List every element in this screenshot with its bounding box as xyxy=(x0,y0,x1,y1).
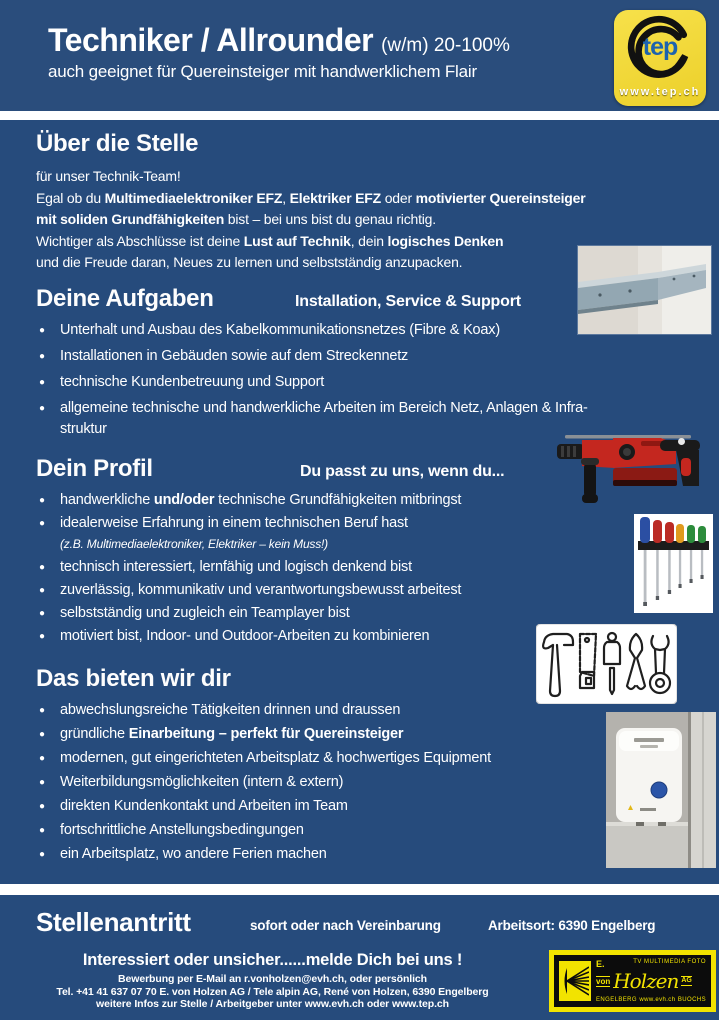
bullet-dot-icon: ● xyxy=(39,562,45,573)
logo-city-right: BUOCHS xyxy=(677,997,706,1003)
tools-clipart xyxy=(536,624,677,704)
contact-cta: Interessiert oder unsicher......melde Dich bei uns ! xyxy=(82,951,463,969)
von-holzen-logo xyxy=(549,950,716,1012)
bullet-text: technisch interessiert, lernfähig und logisch denkend bist xyxy=(60,559,412,575)
bullet-text: abwechslungsreiche Tätigkeiten drinnen und draussen xyxy=(60,702,401,718)
tasks-heading: Deine Aufgaben xyxy=(36,285,214,312)
bullet-dot-icon: ● xyxy=(39,585,45,596)
cable-duct-photo xyxy=(578,246,711,334)
tep-logo-url: www.tep.ch xyxy=(619,86,701,98)
bullet-item xyxy=(36,724,700,745)
bullet-text: fortschrittliche Anstellungsbedingungen xyxy=(60,822,304,838)
bullet-item xyxy=(36,346,700,367)
contact-details xyxy=(0,973,545,1011)
logo-url: www.evh.ch xyxy=(639,997,676,1003)
bullet-item xyxy=(36,820,700,841)
text-line: mit soliden Grundfähigkeiten bist – bei uns bist du genau richtig. xyxy=(36,211,436,227)
divider-top xyxy=(0,111,719,120)
bullet-text: idealerweise Erfahrung in einem technischen Beruf hast (z.B. Multimediaelektroniker, Elektriker – kein Muss!) xyxy=(60,515,408,551)
tep-logo xyxy=(614,10,706,106)
bullet-item xyxy=(36,844,700,865)
bullet-text: Installationen in Gebäuden sowie auf dem Streckennetz xyxy=(60,348,409,364)
bullet-dot-icon: ● xyxy=(39,753,45,764)
text-line: Bewerbung per E-Mail an r.vonholzen@evh.ch, oder persönlich xyxy=(118,973,427,985)
bullet-text: gründliche Einarbeitung – perfekt für Quereinsteiger xyxy=(60,726,404,742)
divider-bottom xyxy=(0,884,719,895)
bullet-dot-icon: ● xyxy=(39,403,45,414)
bullet-item xyxy=(36,796,700,817)
bullet-dot-icon: ● xyxy=(39,849,45,860)
bullet-text: Weiterbildungsmöglichkeiten (intern & extern) xyxy=(60,774,344,790)
bullet-dot-icon: ● xyxy=(39,377,45,388)
footer-heading: Stellenantritt xyxy=(36,907,191,937)
text-line: für unser Technik-Team! xyxy=(36,168,181,184)
footer xyxy=(0,895,719,1020)
text-line: Egal ob du Multimediaelektroniker EFZ, Elektriker EFZ oder motivierter Quereinsteiger xyxy=(36,189,586,206)
bullet-dot-icon: ● xyxy=(39,825,45,836)
tasks-subheading: Installation, Service & Support xyxy=(295,293,521,310)
bullet-dot-icon: ● xyxy=(39,351,45,362)
bullet-item xyxy=(36,748,700,769)
bullet-item xyxy=(36,513,700,555)
bullet-item xyxy=(36,772,700,793)
bullet-dot-icon: ● xyxy=(39,495,45,506)
bullet-dot-icon: ● xyxy=(39,777,45,788)
bullet-item xyxy=(36,557,700,578)
profile-heading: Dein Profil xyxy=(36,455,153,482)
sunburst-icon xyxy=(559,961,591,1001)
logo-tagline: TV MULTIMEDIA FOTO xyxy=(633,959,706,965)
bullet-text: motiviert bist, Indoor- und Outdoor-Arbeiten zu kombinieren xyxy=(60,628,430,644)
bullet-text: technische Kundenbetreuung und Support xyxy=(60,374,325,390)
start-date: sofort oder nach Vereinbarung xyxy=(250,918,441,933)
bullet-item xyxy=(36,580,700,601)
bullet-dot-icon: ● xyxy=(39,801,45,812)
bullet-item xyxy=(36,372,700,393)
text-line: weitere Infos zur Stelle / Arbeitgeber unter www.evh.ch oder www.tep.ch xyxy=(96,998,449,1010)
screwdriver-set-image xyxy=(634,514,713,613)
bullet-dot-icon: ● xyxy=(39,705,45,716)
offer-list xyxy=(36,700,700,865)
page-subtitle: auch geeignet für Quereinsteiger mit handwerklichem Flair xyxy=(48,62,477,81)
logo-von: von xyxy=(596,976,611,986)
bullet-text: direkten Kundenkontakt und Arbeiten im Team xyxy=(60,798,348,814)
tasks-list xyxy=(36,320,700,440)
bullet-dot-icon: ● xyxy=(39,518,45,529)
about-heading: Über die Stelle xyxy=(36,130,199,157)
bullet-dot-icon: ● xyxy=(39,631,45,642)
title-suffix: (w/m) 20-100% xyxy=(381,35,510,56)
logo-name: Holzen xyxy=(613,969,679,993)
bullet-dot-icon: ● xyxy=(39,608,45,619)
logo-city-left: ENGELBERG xyxy=(596,997,637,1003)
bullet-item xyxy=(36,603,700,624)
bullet-text: selbstständig und zugleich ein Teamplayer bist xyxy=(60,605,350,621)
text-line: Wichtiger als Abschlüsse ist deine Lust auf Technik, dein logisches Denken xyxy=(36,232,504,249)
text-line: Tel. +41 41 637 07 70 E. von Holzen AG / Tele alpin AG, René von Holzen, 6390 Engelberg xyxy=(56,985,489,998)
bullet-text: zuverlässig, kommunikativ und verantwortungsbewusst arbeitest xyxy=(60,582,462,598)
offer-heading: Das bieten wir dir xyxy=(36,665,231,692)
logo-ag: AG xyxy=(681,977,692,984)
work-location: Arbeitsort: 6390 Engelberg xyxy=(488,918,656,933)
bullet-text: handwerkliche und/oder technische Grundfähigkeiten mitbringst xyxy=(60,492,462,508)
header xyxy=(0,0,719,111)
bullet-text: ein Arbeitsplatz, wo andere Ferien machen xyxy=(60,846,327,862)
page-title: Techniker / Allrounder xyxy=(48,22,374,58)
text-line: und die Freude daran, Neues zu lernen und selbstständig anzupacken. xyxy=(36,254,463,270)
bullet-dot-icon: ● xyxy=(39,325,45,336)
profile-subheading: Du passt zu uns, wenn du... xyxy=(300,463,505,480)
amplifier-photo xyxy=(606,712,716,868)
logo-initial: E. xyxy=(596,959,605,969)
bullet-dot-icon: ● xyxy=(39,729,45,740)
bullet-text: allgemeine technische und handwerkliche Arbeiten im Bereich Netz, Anlagen & Infra- struktur xyxy=(60,400,588,437)
bullet-text: modernen, gut eingerichteten Arbeitsplatz & hochwertiges Equipment xyxy=(60,750,491,766)
tep-logo-text: tep xyxy=(642,32,678,61)
bullet-text: Unterhalt und Ausbau des Kabelkommunikationsnetzes (Fibre & Koax) xyxy=(60,322,500,338)
drill-trademark-dot xyxy=(678,438,685,445)
